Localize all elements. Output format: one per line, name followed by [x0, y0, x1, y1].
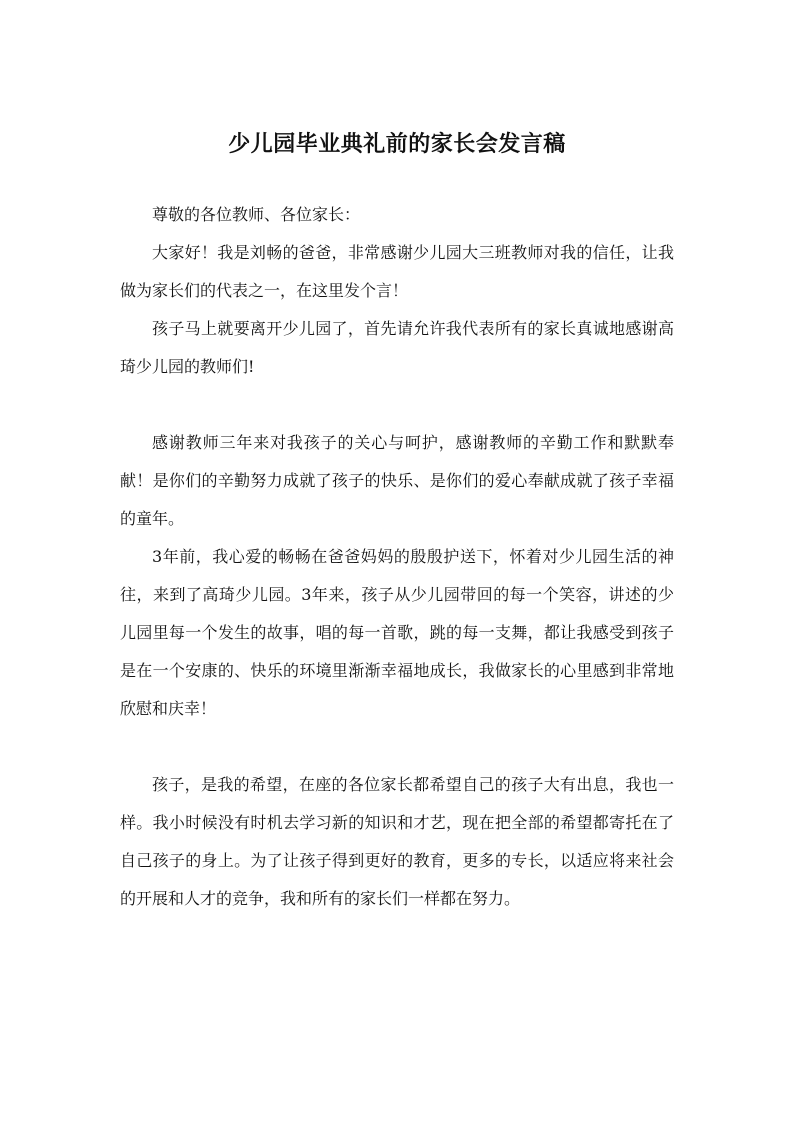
paragraph-spacer — [120, 386, 674, 424]
greeting-paragraph: 大家好！我是刘畅的爸爸，非常感谢少儿园大三班教师对我的信任，让我做为家长们的代表之一，在这里发个言！ — [120, 243, 674, 300]
document-title: 少儿园毕业典礼前的家长会发言稿 — [228, 131, 566, 157]
salutation-paragraph: 尊敬的各位教师、各位家长： — [152, 205, 361, 224]
memories-paragraph: 3年前，我心爱的畅畅在爸爸妈妈的殷殷护送下，怀着对少儿园生活的神往，来到了高琦少儿园。3年来，孩子从少儿园带回的每一个笑容，讲述的少儿园里每一个发生的故事，唱的每一首歌，跳的每一支舞，都让我感受到孩子是在一个安康的、快乐的环境里渐渐幸福地成长，我做家长的心里感到非常地欣慰和庆幸！ — [120, 547, 674, 718]
gratitude-paragraph: 感谢教师三年来对我孩子的关心与呵护，感谢教师的辛勤工作和默默奉献！是你们的辛勤努力成就了孩子的快乐、是你们的爱心奉献成就了孩子幸福的童年。 — [120, 433, 674, 528]
document-body — [120, 196, 674, 918]
paragraph-spacer — [120, 728, 674, 766]
thanks-paragraph: 孩子马上就要离开少儿园了，首先请允许我代表所有的家长真诚地感谢高琦少儿园的教师们! — [120, 319, 674, 376]
hope-paragraph: 孩子，是我的希望，在座的各位家长都希望自己的孩子大有出息，我也一样。我小时候没有时机去学习新的知识和才艺，现在把全部的希望都寄托在了自己孩子的身上。为了让孩子得到更好的教育，更多的专长，以适应将来社会的开展和人才的竞争，我和所有的家长们一样都在努力。 — [120, 775, 674, 908]
